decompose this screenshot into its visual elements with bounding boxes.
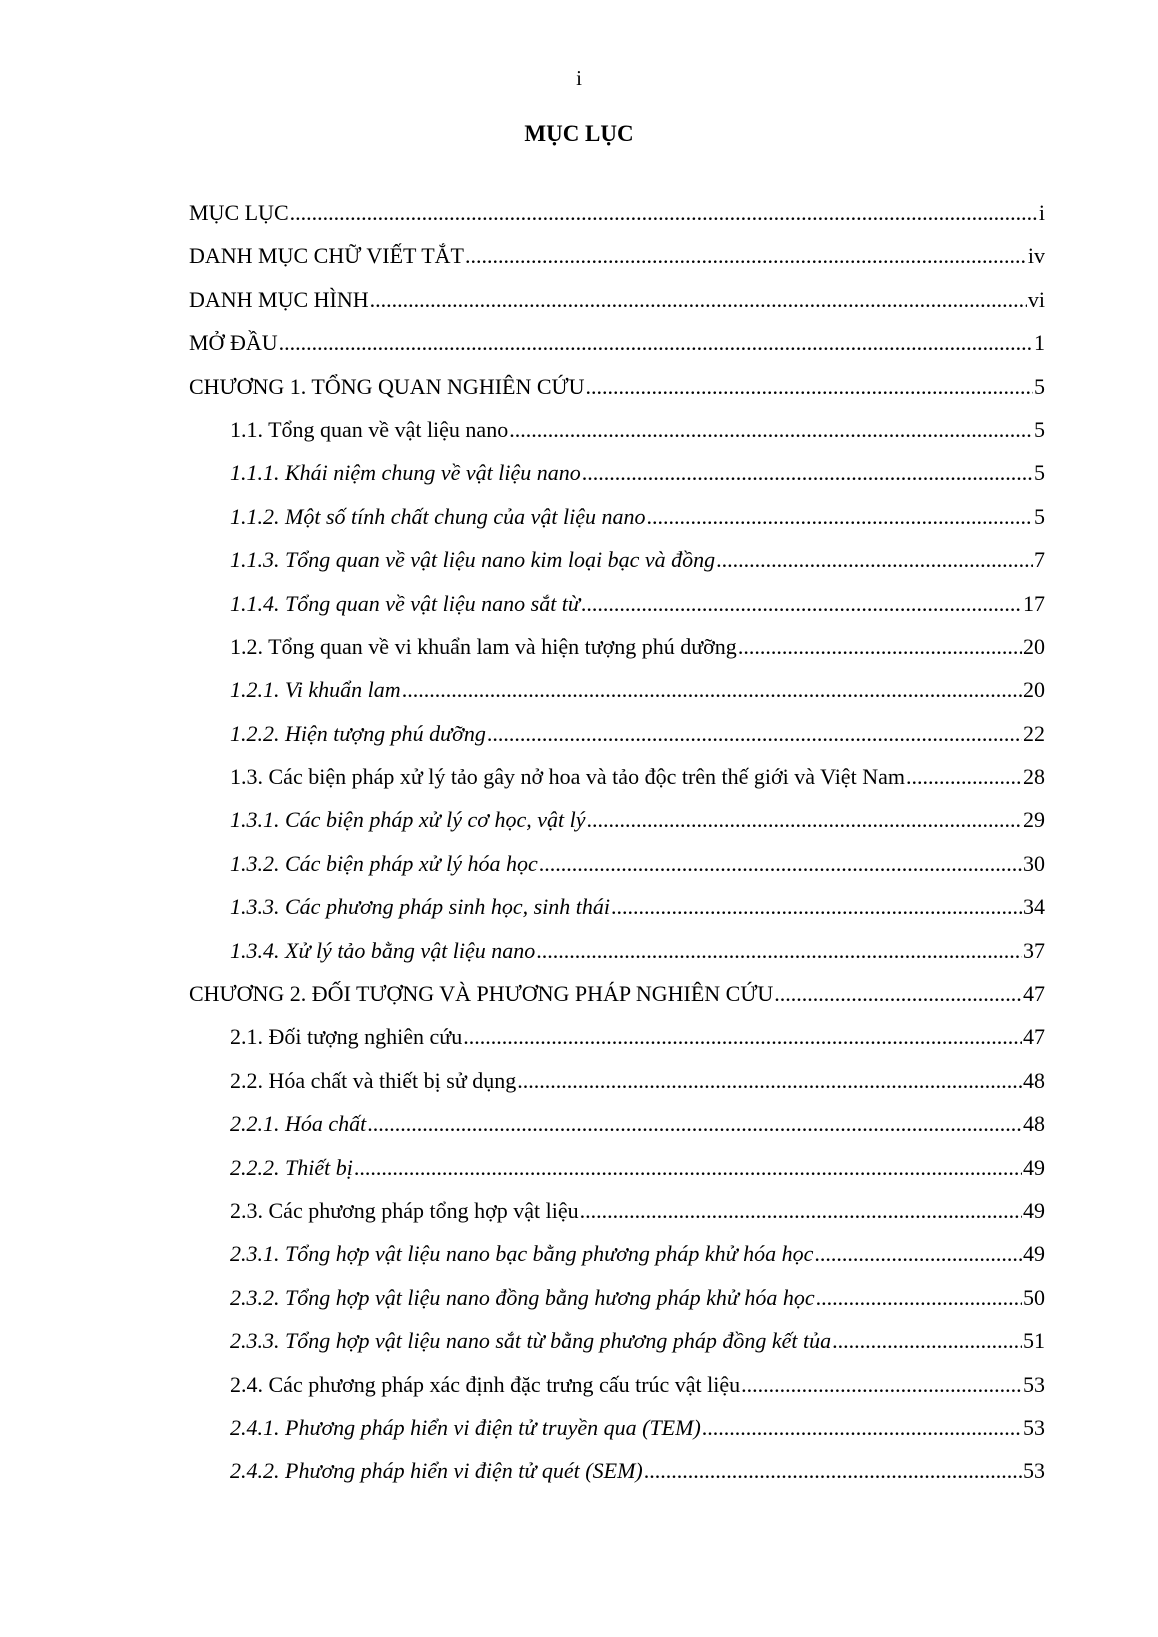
toc-entry-label: 1.2. Tổng quan về vi khuẩn lam và hiện tượng phú dưỡng (230, 633, 737, 659)
toc-entry-label: 1.3. Các biện pháp xử lý tảo gây nở hoa và tảo độc trên thế giới và Việt Nam (230, 764, 905, 790)
toc-entry-label: 2.4. Các phương pháp xác định đặc trưng cấu trúc vật liệu (230, 1371, 741, 1397)
dot-leader (367, 1111, 1022, 1137)
toc-entry[interactable] (189, 1241, 1045, 1284)
toc-entry-page: 51 (1023, 1328, 1045, 1354)
toc-entry-label: 1.2.1. Vi khuẩn lam (230, 677, 401, 703)
dot-leader (647, 504, 1034, 530)
toc-entry-page: 5 (1034, 416, 1045, 442)
dot-leader (487, 721, 1022, 747)
toc-entry[interactable] (189, 894, 1045, 937)
toc-entry[interactable] (189, 374, 1045, 417)
toc-entry-page: 47 (1023, 981, 1045, 1007)
toc-entry[interactable] (189, 1198, 1045, 1241)
dot-leader (741, 1372, 1022, 1398)
toc-entry-page: 1 (1034, 330, 1045, 356)
dot-leader (702, 1415, 1022, 1441)
toc-entry-label: MỞ ĐẦU (189, 330, 278, 356)
toc-entry-label: 1.3.2. Các biện pháp xử lý hóa học (230, 850, 538, 876)
toc-entry-label: DANH MỤC CHỮ VIẾT TẮT (189, 243, 464, 269)
toc-entry-page: 22 (1023, 720, 1045, 746)
toc-entry-page: 30 (1023, 850, 1045, 876)
toc-entry-label: 1.1.4. Tổng quan về vật liệu nano sắt từ (230, 590, 580, 616)
toc-entry-page: 47 (1023, 1024, 1045, 1050)
toc-entry[interactable] (189, 1328, 1045, 1371)
dot-leader (290, 200, 1038, 226)
toc-entry-page: 29 (1023, 807, 1045, 833)
toc-entry-page: 48 (1023, 1111, 1045, 1137)
toc-entry-label: CHƯƠNG 2. ĐỐI TƯỢNG VÀ PHƯƠNG PHÁP NGHIÊN CỨU (189, 981, 774, 1007)
toc-entry-page: 49 (1023, 1197, 1045, 1223)
toc-entry[interactable] (189, 417, 1045, 460)
table-of-contents (189, 200, 1045, 1502)
toc-entry-label: 2.3.2. Tổng hợp vật liệu nano đồng bằng hương pháp khử hóa học (230, 1284, 815, 1310)
toc-entry[interactable] (189, 1458, 1045, 1501)
toc-entry-label: 2.3.3. Tổng hợp vật liệu nano sắt từ bằng phương pháp đồng kết tủa (230, 1328, 832, 1354)
dot-leader (370, 287, 1027, 313)
dot-leader (586, 374, 1034, 400)
toc-entry[interactable] (189, 1155, 1045, 1198)
toc-entry-label: 2.4.1. Phương pháp hiển vi điện tử truyền qua (TEM) (230, 1414, 701, 1440)
dot-leader (611, 894, 1022, 920)
toc-entry[interactable] (189, 547, 1045, 590)
toc-entry-page: iv (1027, 243, 1045, 269)
toc-entry[interactable] (189, 243, 1045, 286)
toc-entry-label: 2.4.2. Phương pháp hiển vi điện tử quét (SEM) (230, 1458, 643, 1484)
dot-leader (774, 981, 1022, 1007)
toc-entry[interactable] (189, 721, 1045, 764)
toc-entry-page: 37 (1023, 937, 1045, 963)
dot-leader (582, 460, 1033, 486)
toc-entry-page: 5 (1034, 460, 1045, 486)
toc-entry-label: 1.1. Tổng quan về vật liệu nano (230, 416, 509, 442)
dot-leader (816, 1285, 1022, 1311)
dot-leader (580, 1198, 1022, 1224)
toc-entry-label: DANH MỤC HÌNH (189, 286, 369, 312)
toc-entry-page: 5 (1034, 503, 1045, 529)
dot-leader (463, 1024, 1022, 1050)
toc-entry-label: 1.1.2. Một số tính chất chung của vật liệu nano (230, 503, 646, 529)
toc-entry-page: 53 (1023, 1414, 1045, 1440)
toc-entry[interactable] (189, 330, 1045, 373)
toc-entry-label: 2.2.2. Thiết bị (230, 1154, 353, 1180)
toc-title: MỤC LỤC (524, 121, 634, 146)
dot-leader (279, 330, 1033, 356)
toc-entry-label: 2.3. Các phương pháp tổng hợp vật liệu (230, 1197, 579, 1223)
dot-leader (738, 634, 1022, 660)
dot-leader (832, 1328, 1022, 1354)
toc-entry-page: 28 (1023, 764, 1045, 790)
toc-entry[interactable] (189, 938, 1045, 981)
toc-entry[interactable] (189, 504, 1045, 547)
toc-entry-label: 1.3.4. Xử lý tảo bằng vật liệu nano (230, 937, 536, 963)
toc-entry-page: 48 (1023, 1067, 1045, 1093)
dot-leader (814, 1241, 1022, 1267)
toc-entry[interactable] (189, 1111, 1045, 1154)
dot-leader (644, 1458, 1022, 1484)
toc-entry[interactable] (189, 1068, 1045, 1111)
toc-entry[interactable] (189, 1285, 1045, 1328)
toc-entry-label: 2.1. Đối tượng nghiên cứu (230, 1024, 463, 1050)
toc-entry-label: 1.2.2. Hiện tượng phú dưỡng (230, 720, 486, 746)
page-number: i (576, 66, 582, 90)
toc-entry-page: 53 (1023, 1371, 1045, 1397)
toc-entry-label: 1.1.1. Khái niệm chung về vật liệu nano (230, 460, 581, 486)
toc-entry-label: 2.2.1. Hóa chất (230, 1111, 367, 1137)
toc-entry-label: 2.3.1. Tổng hợp vật liệu nano bạc bằng phương pháp khử hóa học (230, 1241, 814, 1267)
toc-entry[interactable] (189, 1024, 1045, 1067)
toc-entry[interactable] (189, 200, 1045, 243)
dot-leader (539, 851, 1022, 877)
dot-leader (536, 938, 1022, 964)
toc-entry-label: 1.3.1. Các biện pháp xử lý cơ học, vật lý (230, 807, 586, 833)
toc-entry-label: 2.2. Hóa chất và thiết bị sử dụng (230, 1067, 517, 1093)
toc-entry[interactable] (189, 851, 1045, 894)
toc-entry-page: 49 (1023, 1241, 1045, 1267)
toc-entry-page: 50 (1023, 1284, 1045, 1310)
toc-entry[interactable] (189, 981, 1045, 1024)
dot-leader (716, 547, 1033, 573)
toc-entry-page: 20 (1023, 677, 1045, 703)
dot-leader (402, 677, 1022, 703)
toc-entry-page: 53 (1023, 1458, 1045, 1484)
toc-entry-page: 49 (1023, 1154, 1045, 1180)
toc-entry[interactable] (189, 1415, 1045, 1458)
toc-entry[interactable] (189, 634, 1045, 677)
dot-leader (354, 1155, 1022, 1181)
toc-entry-page: 20 (1023, 633, 1045, 659)
toc-entry-label: 1.3.3. Các phương pháp sinh học, sinh thái (230, 894, 611, 920)
dot-leader (517, 1068, 1022, 1094)
toc-entry-page: vi (1027, 286, 1045, 312)
toc-entry[interactable] (189, 807, 1045, 850)
dot-leader (465, 243, 1027, 269)
dot-leader (586, 807, 1022, 833)
toc-entry-page: 34 (1023, 894, 1045, 920)
toc-entry[interactable] (189, 1372, 1045, 1415)
dot-leader (581, 591, 1022, 617)
dot-leader (906, 764, 1022, 790)
toc-entry[interactable] (189, 764, 1045, 807)
toc-entry-page: i (1038, 200, 1045, 225)
toc-entry-label: CHƯƠNG 1. TỔNG QUAN NGHIÊN CỨU (189, 373, 585, 399)
toc-entry[interactable] (189, 591, 1045, 634)
toc-entry-page: 7 (1034, 547, 1045, 573)
toc-entry-label: 1.1.3. Tổng quan về vật liệu nano kim loại bạc và đồng (230, 547, 716, 573)
toc-entry-page: 17 (1023, 590, 1045, 616)
dot-leader (509, 417, 1033, 443)
toc-entry[interactable] (189, 460, 1045, 503)
toc-entry-page: 5 (1034, 373, 1045, 399)
toc-entry[interactable] (189, 287, 1045, 330)
toc-entry-label: MỤC LỤC (189, 200, 289, 225)
toc-entry[interactable] (189, 677, 1045, 720)
